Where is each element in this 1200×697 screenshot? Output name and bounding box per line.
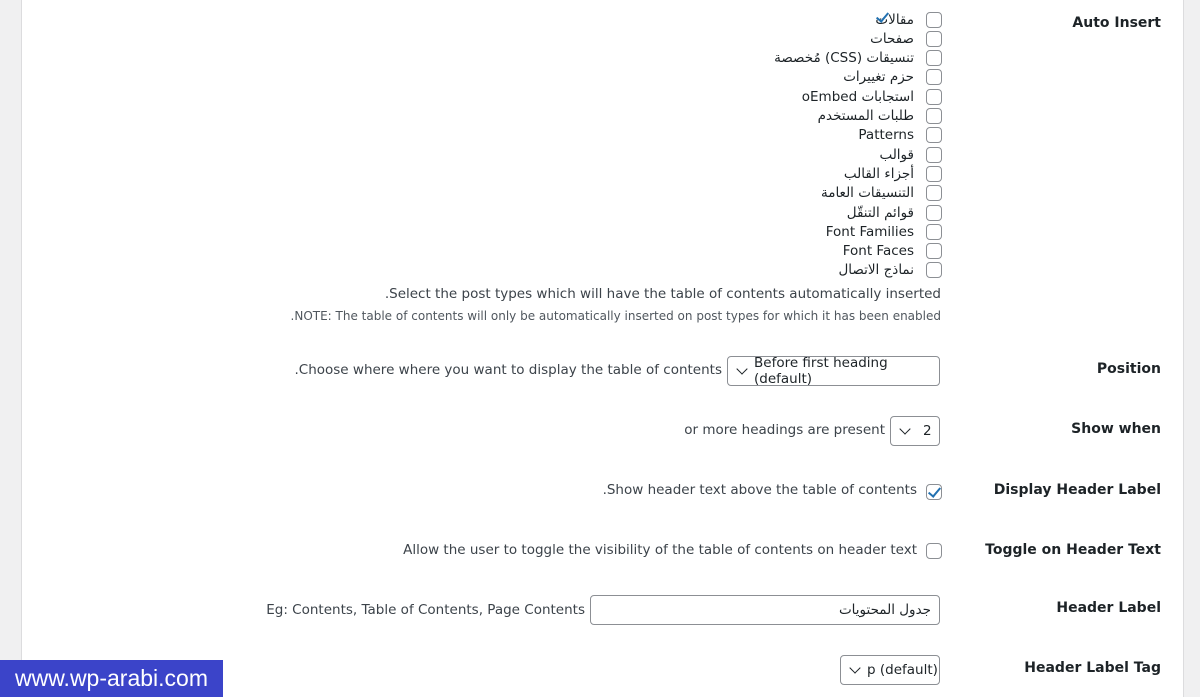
header-label-description: Eg: Contents, Table of Contents, Page Contents	[266, 602, 585, 618]
post-type-checkbox[interactable]	[926, 166, 942, 182]
post-type-label: Font Faces	[842, 243, 914, 260]
post-type-label: قوالب	[879, 146, 914, 163]
header-label-tag-select-value: p (default)	[867, 662, 938, 678]
position-description: .Choose where where you want to display the table of contents	[294, 362, 722, 378]
display-header-label-description: .Show header text above the table of contents	[602, 482, 917, 498]
chevron-down-icon	[849, 662, 860, 673]
post-type-checkbox[interactable]	[926, 147, 942, 163]
header-label-input[interactable]	[590, 595, 940, 625]
post-type-item[interactable]	[875, 10, 942, 29]
post-type-checkbox[interactable]	[926, 89, 942, 105]
post-type-checkbox[interactable]	[926, 185, 942, 201]
post-type-checkbox[interactable]	[926, 31, 942, 47]
post-type-checkbox[interactable]	[926, 127, 942, 143]
post-type-label: مقالات	[875, 11, 914, 28]
show-when-select[interactable]	[890, 416, 940, 446]
header-label-tag-select[interactable]	[840, 655, 940, 685]
show-when-select-value: 2	[923, 423, 932, 439]
post-type-item[interactable]	[802, 87, 942, 106]
display-header-label-label: Display Header Label	[993, 482, 1161, 498]
display-header-label-checkbox[interactable]	[926, 484, 942, 500]
auto-insert-note: .NOTE: The table of contents will only be automatically inserted on post types for which it has been enabled	[290, 309, 941, 323]
post-type-checkbox[interactable]	[926, 108, 942, 124]
post-type-checkbox[interactable]	[926, 69, 942, 85]
post-type-checkbox[interactable]	[926, 205, 942, 221]
post-type-label: Patterns	[858, 127, 914, 144]
post-type-label: استجابات oEmbed	[801, 88, 914, 105]
toggle-header-text-label: Toggle on Header Text	[985, 542, 1161, 558]
post-type-checkbox[interactable]	[926, 262, 942, 278]
position-select[interactable]	[727, 356, 940, 386]
post-type-label: صفحات	[870, 30, 914, 47]
post-type-item[interactable]	[879, 145, 942, 164]
post-type-label: طلبات المستخدم	[817, 108, 914, 124]
post-type-item[interactable]	[843, 68, 942, 87]
show-when-label: Show when	[1071, 421, 1161, 437]
chevron-down-icon	[736, 363, 747, 374]
toggle-header-text-checkbox[interactable]	[926, 543, 942, 559]
site-watermark: www.wp-arabi.com	[0, 660, 223, 697]
post-type-checkbox[interactable]	[926, 50, 942, 66]
header-label-tag-label: Header Label Tag	[1024, 660, 1161, 676]
post-type-label: نماذج الاتصال	[838, 262, 914, 279]
post-type-item[interactable]	[818, 107, 942, 126]
post-type-checkbox[interactable]	[926, 243, 942, 259]
chevron-down-icon	[899, 423, 910, 434]
post-type-label: قوائم التنقّل	[846, 204, 914, 221]
post-type-item[interactable]	[858, 126, 942, 145]
post-type-checkbox[interactable]	[926, 224, 942, 240]
post-type-item[interactable]	[843, 242, 942, 261]
show-when-description: or more headings are present	[684, 422, 885, 438]
position-label: Position	[1096, 361, 1161, 377]
post-type-item[interactable]	[870, 29, 942, 48]
post-type-label: أجزاء القالب	[843, 165, 914, 182]
post-type-label: التنسيقات العامة	[820, 185, 914, 202]
auto-insert-description: .Select the post types which will have the table of contents automatically inserted	[384, 286, 941, 302]
post-type-checkbox[interactable]	[926, 12, 942, 28]
post-type-item[interactable]	[838, 261, 942, 280]
post-type-item[interactable]	[821, 184, 942, 203]
toggle-header-text-description: Allow the user to toggle the visibility of the table of contents on header text	[403, 542, 917, 558]
post-type-label: تنسيقات (CSS) مُخصصة	[774, 50, 914, 67]
header-label-label: Header Label	[1056, 600, 1161, 616]
post-type-item[interactable]	[774, 49, 942, 68]
auto-insert-label: Auto Insert	[1072, 15, 1161, 31]
settings-panel	[21, 0, 1184, 697]
post-type-item[interactable]	[826, 222, 942, 241]
post-type-label: Font Families	[825, 223, 914, 240]
post-type-item[interactable]	[844, 164, 942, 183]
post-type-item[interactable]	[847, 203, 942, 222]
position-select-value: Before first heading (default)	[754, 355, 888, 387]
post-type-label: حزم تغييرات	[843, 69, 914, 86]
